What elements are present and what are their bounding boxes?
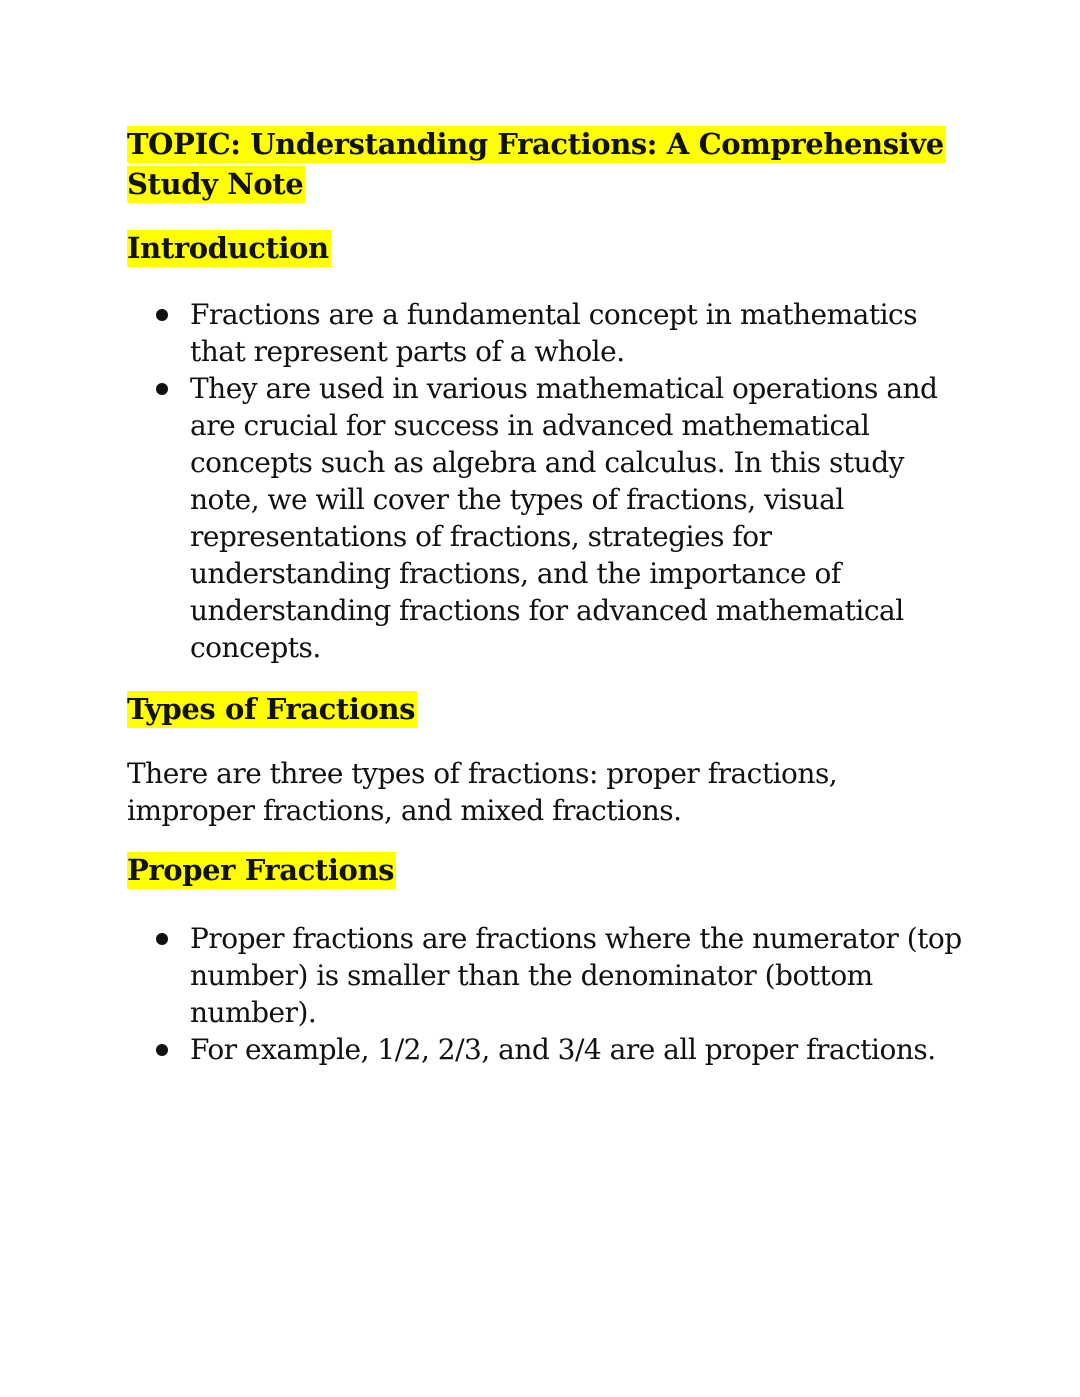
list-item-text: For example, 1/2, 2/3, and 3/4 are all proper fractions. xyxy=(190,1033,936,1066)
heading-introduction xyxy=(127,228,331,268)
introduction-heading-text: Introduction xyxy=(127,231,329,265)
bullet-icon xyxy=(156,933,168,945)
introduction-list xyxy=(190,296,970,666)
list-item xyxy=(190,296,970,370)
title-highlight: TOPIC: Understanding Fractions: A Comprehensive Study Note xyxy=(127,127,944,201)
types-heading-text: Types of Fractions xyxy=(127,692,416,726)
list-item-text: They are used in various mathematical operations and are crucial for success in advanced mathematical concepts such as algebra and calculus. In this study note, we will cover the types of fractions, visual representations of fractions, strategies for understanding fractions, and the importance of understanding fractions for advanced mathematical concepts. xyxy=(190,372,938,664)
types-paragraph: There are three types of fractions: proper fractions, improper fractions, and mixed fractions. xyxy=(127,757,838,827)
document-title xyxy=(127,124,967,204)
bullet-icon xyxy=(156,309,168,321)
list-item xyxy=(190,370,970,666)
list-item xyxy=(190,920,970,1031)
heading-types-of-fractions xyxy=(127,689,417,729)
proper-heading-text: Proper Fractions xyxy=(127,853,395,887)
list-item-text: Fractions are a fundamental concept in mathematics that represent parts of a whole. xyxy=(190,298,918,368)
list-item xyxy=(190,1031,970,1068)
heading-proper-fractions xyxy=(127,850,396,890)
bullet-icon xyxy=(156,383,168,395)
bullet-icon xyxy=(156,1044,168,1056)
list-item-text: Proper fractions are fractions where the numerator (top number) is smaller than the denominator (bottom number). xyxy=(190,922,962,1029)
proper-fractions-list xyxy=(190,920,970,1068)
